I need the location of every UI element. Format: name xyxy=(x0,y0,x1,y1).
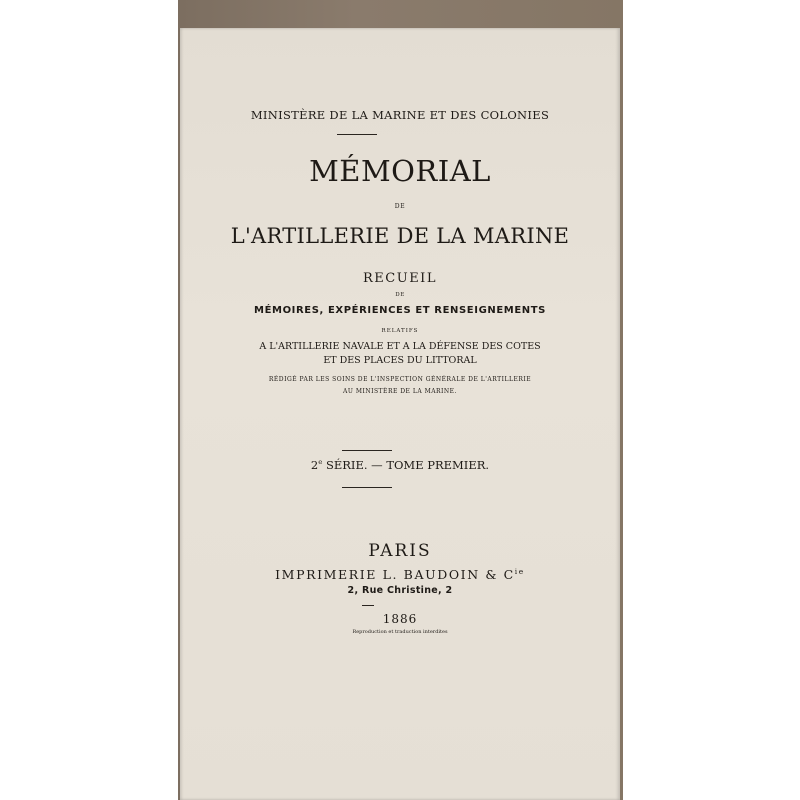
publication-year: 1886 xyxy=(382,612,418,626)
divider-rule-year xyxy=(362,605,374,606)
relatifs-label: RELATIFS xyxy=(381,328,419,334)
contents-description: MÉMOIRES, EXPÉRIENCES ET RENSEIGNEMENTS xyxy=(254,305,546,316)
subject-line-1: A L'ARTILLERIE NAVALE ET A LA DÉFENSE DES COTES xyxy=(259,341,541,352)
divider-rule-series-bottom xyxy=(342,487,392,488)
connector-de-1: DE xyxy=(394,203,406,210)
series-number: 2 xyxy=(310,458,319,472)
title-page xyxy=(180,28,620,800)
series-volume xyxy=(180,458,620,472)
recueil-label: RECUEIL xyxy=(363,271,437,286)
subtitle: L'ARTILLERIE DE LA MARINE xyxy=(230,224,570,248)
ministry-header: MINISTÈRE DE LA MARINE ET DES COLONIES xyxy=(250,108,550,122)
publication-city: PARIS xyxy=(368,541,432,561)
printer-name xyxy=(180,567,620,582)
main-title: MÉMORIAL xyxy=(309,154,491,188)
divider-rule-top xyxy=(337,134,377,135)
series-number-suffix: e xyxy=(318,458,323,467)
printer-address: 2, Rue Christine, 2 xyxy=(347,585,453,596)
printer-name-suffix: ie xyxy=(514,567,525,576)
editor-line-2: AU MINISTÈRE DE LA MARINE. xyxy=(343,388,457,395)
series-text: SÉRIE. — TOME PREMIER. xyxy=(322,458,490,472)
subject-line-2: ET DES PLACES DU LITTORAL xyxy=(323,355,477,366)
divider-rule-series-top xyxy=(342,450,392,451)
printer-name-text: IMPRIMERIE L. BAUDOIN & C xyxy=(275,567,515,583)
editor-line-1: RÉDIGÉ PAR LES SOINS DE L'INSPECTION GÉNÉRALE DE L'ARTILLERIE xyxy=(268,376,532,383)
connector-de-2: DE xyxy=(395,292,405,298)
reproduction-notice: Reproduction et traduction interdites xyxy=(352,629,448,635)
